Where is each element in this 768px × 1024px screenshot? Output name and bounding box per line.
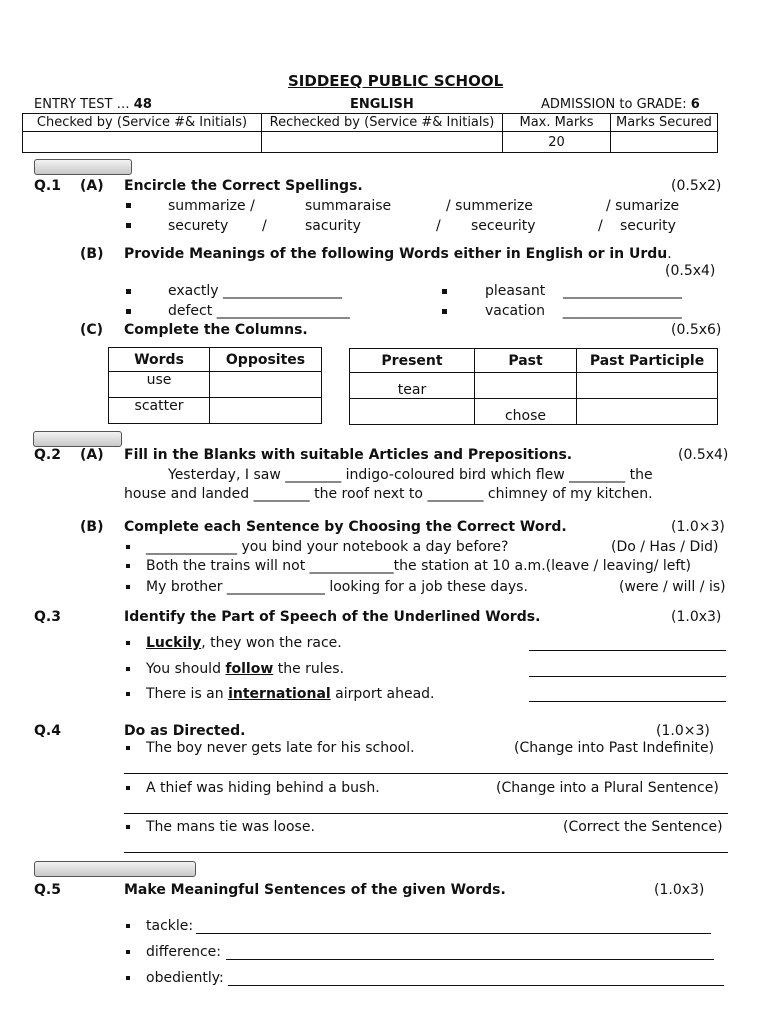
- rechecked-by-header: Rechecked by (Service #& Initials): [262, 114, 503, 132]
- q4-direction-3: (Correct the Sentence): [563, 819, 723, 835]
- separator: /: [262, 218, 267, 234]
- entry-test: [34, 97, 152, 112]
- q5-word-obediently: obediently:: [146, 970, 224, 986]
- bullet: [126, 585, 130, 589]
- entry-test-number: 48: [133, 97, 152, 112]
- answer-cell[interactable]: [475, 373, 577, 399]
- word-vacation: vacation _________________: [485, 303, 682, 319]
- q4-number: Q.4: [34, 723, 61, 739]
- q4-sentence-2: A thief was hiding behind a bush.: [146, 780, 380, 796]
- grade-value: 6: [690, 97, 700, 112]
- admission-grade: [541, 97, 700, 112]
- q4-direction-2: (Change into a Plural Sentence): [496, 780, 719, 796]
- answer-line[interactable]: [228, 985, 724, 986]
- bullet: [126, 692, 130, 696]
- answer-cell[interactable]: [210, 398, 322, 424]
- q2b-marks: (1.0×3): [671, 519, 725, 535]
- q3-number: Q.3: [34, 609, 61, 625]
- q4-sentence-1: The boy never gets late for his school.: [146, 740, 415, 756]
- word-pleasant: pleasant _________________: [485, 283, 683, 299]
- q5-word-tackle: tackle:: [146, 918, 194, 934]
- spelling-option: / summerize: [446, 198, 533, 214]
- bullet: [126, 924, 130, 928]
- q2b-sentence-1: _____________ you bind your notebook a day before?: [146, 539, 509, 555]
- q1b-marks: (0.5x4): [665, 263, 716, 279]
- opposites-table: [108, 347, 322, 424]
- answer-line[interactable]: [529, 701, 726, 702]
- q3-title: Identify the Part of Speech of the Underlined Words.: [124, 609, 541, 625]
- col-header: Words: [109, 348, 210, 372]
- answer-line[interactable]: [124, 773, 728, 774]
- q2b-label: (B): [80, 519, 104, 535]
- q2a-label: (A): [80, 447, 104, 463]
- answer-cell[interactable]: [577, 373, 718, 399]
- marks-secured-cell[interactable]: [611, 132, 718, 153]
- q4-title: Do as Directed.: [124, 723, 246, 739]
- checked-by-header: Checked by (Service #& Initials): [23, 114, 262, 132]
- q3-marks: (1.0x3): [671, 609, 722, 625]
- spelling-option: security: [620, 218, 676, 234]
- word-exactly: exactly _________________: [168, 283, 343, 299]
- q5-title: Make Meaningful Sentences of the given Words.: [124, 882, 506, 898]
- q1c-marks: (0.5x6): [671, 322, 722, 338]
- subject: ENGLISH: [350, 97, 414, 112]
- q2b-options-1: (Do / Has / Did): [611, 539, 719, 555]
- spelling-option: sacurity: [305, 218, 361, 234]
- answer-line[interactable]: [124, 852, 728, 853]
- present-cell: tear: [350, 373, 475, 399]
- bullet: [126, 309, 131, 314]
- q2b-options-3: (were / will / is): [619, 579, 726, 595]
- answer-cell[interactable]: [350, 399, 475, 425]
- bullet: [126, 825, 130, 829]
- q1a-label: (A): [80, 178, 104, 194]
- checked-by-cell[interactable]: [23, 132, 262, 153]
- q2b-sentence-3: My brother ______________ looking for a job these days.: [146, 579, 528, 595]
- spelling-option: seceurity: [471, 218, 536, 234]
- q1b-title: Provide Meanings of the following Words either in English or in Urdu.: [124, 246, 672, 262]
- bullet: [442, 309, 447, 314]
- word-defect: defect ___________________: [168, 303, 350, 319]
- answer-line[interactable]: [226, 959, 714, 960]
- q2a-title: Fill in the Blanks with suitable Articles and Prepositions.: [124, 447, 573, 463]
- word-cell: use: [109, 372, 210, 398]
- bullet: [126, 641, 130, 645]
- bullet: [126, 203, 131, 208]
- answer-line[interactable]: [529, 650, 726, 651]
- answer-cell[interactable]: [577, 399, 718, 425]
- score-box-q2: [33, 431, 122, 447]
- score-box-q5: [34, 861, 196, 877]
- bullet: [126, 950, 130, 954]
- spelling-option: summaraise: [305, 198, 392, 214]
- q1a-title: Encircle the Correct Spellings.: [124, 178, 363, 194]
- marks-secured-header: Marks Secured: [611, 114, 718, 132]
- answer-line[interactable]: [124, 813, 728, 814]
- underlined-word: follow: [225, 661, 274, 677]
- admission-label: ADMISSION to GRADE:: [541, 97, 691, 112]
- q4-direction-1: (Change into Past Indefinite): [514, 740, 715, 756]
- q3-sentence-3: There is an international airport ahead.: [146, 686, 435, 702]
- col-header: Past: [475, 349, 577, 373]
- bullet: [442, 289, 447, 294]
- q2b-title: Complete each Sentence by Choosing the Correct Word.: [124, 519, 567, 535]
- q2a-passage-line2: house and landed ________ the roof next to ________ chimney of my kitchen.: [124, 486, 653, 502]
- bullet: [126, 545, 130, 549]
- q3-sentence-2: You should follow the rules.: [146, 661, 345, 677]
- q1-number: Q.1: [34, 178, 61, 194]
- q1c-label: (C): [80, 322, 104, 338]
- school-title: SIDDEEQ PUBLIC SCHOOL: [288, 72, 504, 90]
- underlined-word: international: [228, 686, 331, 702]
- bullet: [126, 667, 130, 671]
- bullet: [126, 289, 131, 294]
- col-header: Past Participle: [577, 349, 718, 373]
- q3-sentence-1: Luckily, they won the race.: [146, 635, 342, 651]
- q5-word-difference: difference:: [146, 944, 221, 960]
- q1c-title: Complete the Columns.: [124, 322, 308, 338]
- separator: /: [436, 218, 441, 234]
- spelling-option: securety: [168, 218, 229, 234]
- q1b-label: (B): [80, 246, 104, 262]
- q5-number: Q.5: [34, 882, 61, 898]
- col-header: Opposites: [210, 348, 322, 372]
- q2b-sentence-2: Both the trains will not ____________the station at 10 a.m.(leave / leaving/ left): [146, 558, 692, 574]
- q5-marks: (1.0x3): [654, 882, 705, 898]
- word-cell: scatter: [109, 398, 210, 424]
- separator: /: [598, 218, 603, 234]
- q4-marks: (1.0×3): [656, 723, 710, 739]
- max-marks-value: 20: [503, 132, 611, 153]
- verb-forms-table: [349, 348, 718, 425]
- bullet: [126, 746, 130, 750]
- spelling-option: / sumarize: [606, 198, 680, 214]
- spelling-option: summarize /: [168, 198, 255, 214]
- bullet: [126, 976, 130, 980]
- bullet: [126, 564, 130, 568]
- bullet: [126, 786, 130, 790]
- q1a-marks: (0.5x2): [671, 178, 722, 194]
- col-header: Present: [350, 349, 475, 373]
- q2a-marks: (0.5x4): [678, 447, 729, 463]
- score-box-q1: [34, 159, 132, 175]
- answer-cell[interactable]: [210, 372, 322, 398]
- answer-line[interactable]: [196, 933, 711, 934]
- bullet: [126, 223, 131, 228]
- max-marks-header: Max. Marks: [503, 114, 611, 132]
- rechecked-by-cell[interactable]: [262, 132, 503, 153]
- marks-table: [22, 113, 718, 153]
- q4-sentence-3: The mans tie was loose.: [146, 819, 315, 835]
- answer-line[interactable]: [529, 676, 726, 677]
- underlined-word: Luckily: [146, 635, 202, 651]
- q2-number: Q.2: [34, 447, 61, 463]
- past-cell: chose: [475, 399, 577, 425]
- entry-test-label: ENTRY TEST …: [34, 97, 134, 112]
- q2a-passage-line1: Yesterday, I saw ________ indigo-coloured bird which flew ________ the: [168, 467, 653, 483]
